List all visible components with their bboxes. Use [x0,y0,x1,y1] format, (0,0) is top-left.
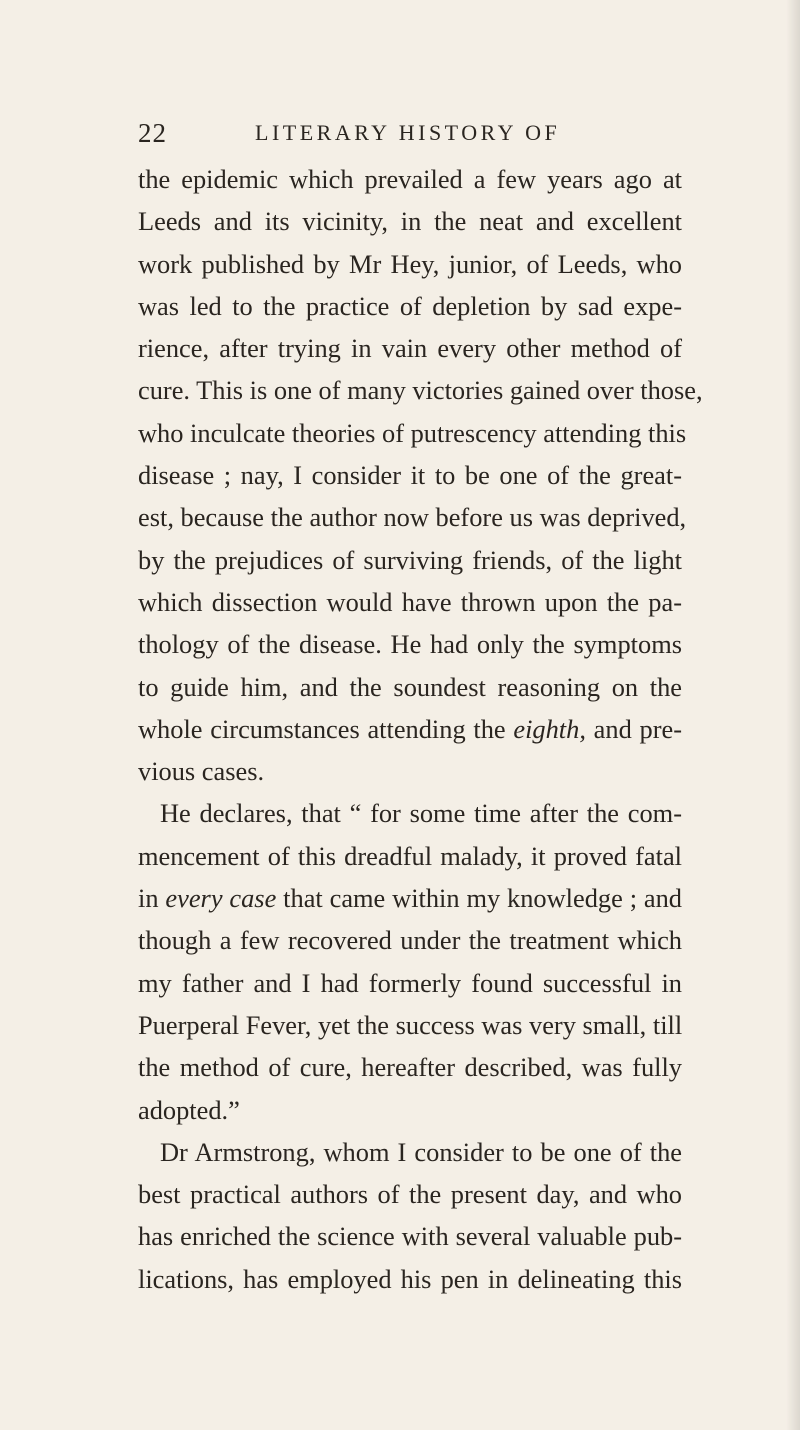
running-head: LITERARY HISTORY OF [255,120,561,145]
text-line: lications, has employed his pen in delineating this [138,1263,682,1294]
paragraph-start-line: He declares, that “ for some time after the com- [160,798,682,829]
text-line: was led to the practice of depletion by sad expe- [138,290,682,321]
italic-text: eighth, [513,713,586,744]
text-line: best practical authors of the present day, and who [138,1179,682,1210]
text-line: to guide him, and the soundest reasoning on the [138,671,682,702]
text-line: the epidemic which prevailed a few years ago at [138,164,682,194]
text-line: mencement of this dreadful malady, it proved fatal [138,840,682,871]
body-text [138,158,703,1300]
text-line: Leeds and its vicinity, in the neat and excellent [138,206,682,237]
page-header [138,118,678,152]
text-line: thology of the disease. He had only the symptoms [138,629,682,660]
page-edge-shadow [786,0,800,1430]
text-line: disease ; nay, I consider it to be one of the great- [138,460,682,491]
italic-text: every case [165,883,277,914]
text-line: cure. This is one of many victories gained over those, [138,375,703,406]
text-line: Puerperal Fever, yet the success was very small, till [138,1009,683,1040]
page-number: 22 [138,118,167,148]
text-line: adopted.” [138,1094,240,1125]
paragraph-start-line: Dr Armstrong, whom I consider to be one of the [160,1136,682,1167]
text-line: my father and I had formerly found successful in [138,967,682,998]
text-line: est, because the author now before us was deprived, [138,502,687,533]
text-line: vious cases. [138,756,265,787]
text-line: whole circumstances attending the eighth, and pre- [138,713,682,744]
text-line: in every case that came within my knowledge ; and [138,883,682,914]
text-line: which dissection would have thrown upon the pa- [138,586,682,617]
text-line: work published by Mr Hey, junior, of Leeds, who [138,248,682,279]
text-line: who inculcate theories of putrescency attending this [138,417,687,448]
text-line: has enriched the science with several valuable pub- [138,1221,682,1252]
text-line: though a few recovered under the treatment which [138,925,682,956]
text-line: by the prejudices of surviving friends, of the light [138,544,682,575]
text-line: rience, after trying in vain every other method of [138,333,682,364]
text-line: the method of cure, hereafter described, was fully [138,1052,682,1083]
